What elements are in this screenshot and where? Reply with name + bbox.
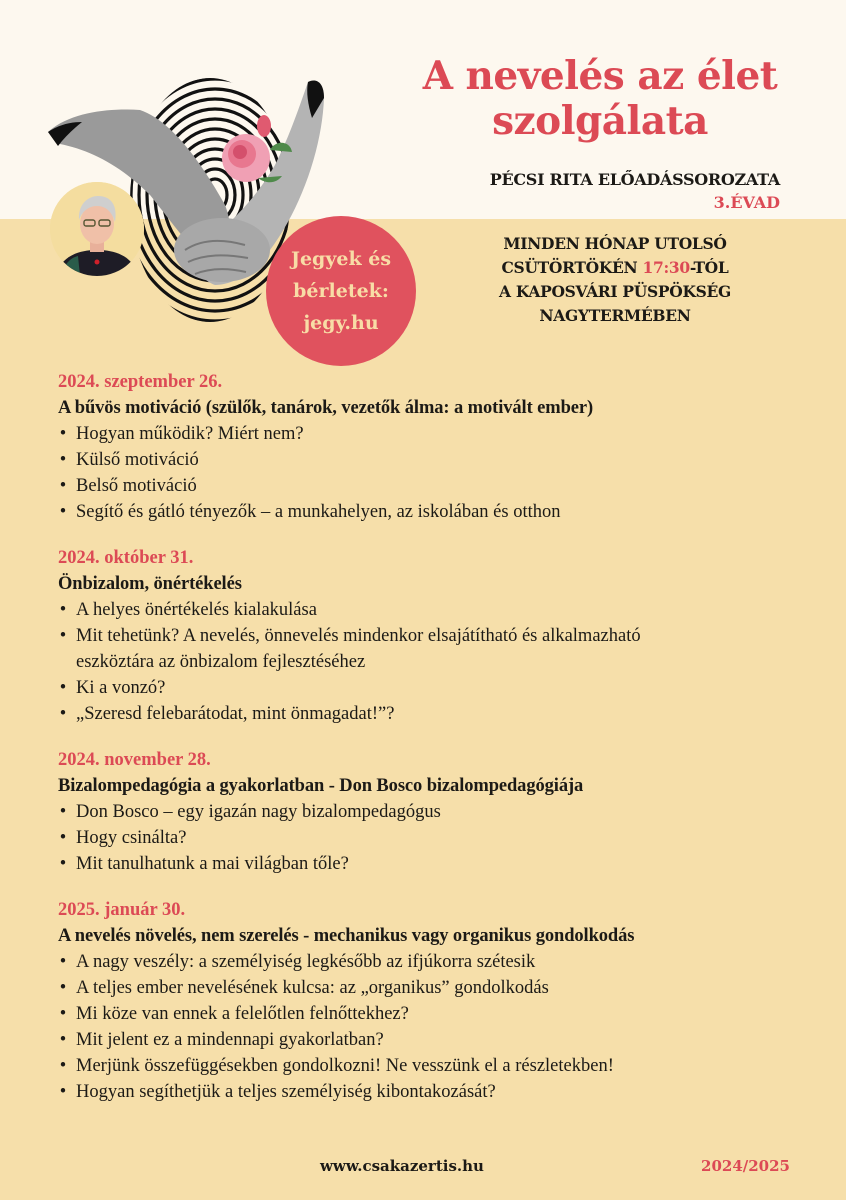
list-item [58,1001,798,1027]
bullet-icon: • [59,476,67,496]
list-item [58,825,798,851]
sessions-list [58,369,798,1125]
bullet-icon: • [59,704,67,724]
season-label: 3.ÉVAD [713,193,780,212]
session-topic: A nevelés növelés, nem szerelés - mechanikus vagy organikus gondolkodás [58,926,635,946]
website-link[interactable]: www.csakazertis.hu [320,1157,484,1175]
title-line-2: szolgálata [492,98,708,144]
schedule-line-3: A KAPOSVÁRI PÜSPÖKSÉG [499,282,731,301]
schedule-day: CSÜTÖRTÖKÉN [501,258,643,277]
list-item [58,473,798,499]
schedule-suffix: -TÓL [689,258,729,277]
speaker-portrait [50,182,144,276]
list-item [58,949,798,975]
bullet-icon: • [59,952,67,972]
point-text: Don Bosco – egy igazán nagy bizalompedagógus [76,802,441,822]
bullet-icon: • [59,802,67,822]
bullet-icon: • [59,600,67,620]
series-subtitle: PÉCSI RITA ELŐADÁSSOROZATA [489,170,780,189]
point-text: Segítő és gátló tényezők – a munkahelyen, az iskolában és otthon [76,502,561,522]
bullet-icon: • [59,626,67,646]
bullet-icon: • [59,1056,67,1076]
point-text: Mi köze van ennek a felelőtlen felnőttekhez? [76,1004,409,1024]
session-topic: A bűvös motiváció (szülők, tanárok, vezetők álma: a motivált ember) [58,398,594,418]
bullet-icon: • [59,854,67,874]
point-text: „Szeresd felebarátodat, mint önmagadat!”? [76,704,395,724]
session-points [58,799,798,877]
session-2 [58,545,798,727]
session-points [58,597,798,727]
list-item [58,1053,798,1079]
schedule-time: 17:30 [642,258,690,277]
speaker-photo [50,182,144,276]
point-text: Hogy csinálta? [76,828,187,848]
bullet-icon: • [59,678,67,698]
tickets-link[interactable]: jegy.hu [303,312,379,334]
session-date: 2024. november 28. [58,750,211,770]
point-text: Hogyan segíthetjük a teljes személyiség kibontakozását? [76,1082,496,1102]
point-text: A teljes ember nevelésének kulcsa: az „organikus” gondolkodás [76,978,549,998]
point-text: Belső motiváció [76,476,197,496]
session-1 [58,369,798,525]
page-title [395,54,805,144]
session-date: 2025. január 30. [58,900,186,920]
clasped-hands [174,218,270,282]
list-item [58,447,798,473]
session-date: 2024. október 31. [58,548,194,568]
session-points [58,949,798,1105]
list-item [58,675,798,701]
bullet-icon: • [59,978,67,998]
point-text: Merjünk összefüggésekben gondolkozni! Ne vesszünk el a részletekben! [76,1056,614,1076]
tickets-badge[interactable] [266,216,416,366]
schedule-line-2 [435,256,795,280]
bullet-icon: • [59,1004,67,1024]
list-item [58,975,798,1001]
list-item [58,623,798,675]
list-item [58,1079,798,1105]
bullet-icon: • [59,502,67,522]
session-points [58,421,798,525]
list-item [58,1027,798,1053]
title-line-1: A nevelés az élet [422,53,778,99]
list-item [58,597,798,623]
bullet-icon: • [59,1030,67,1050]
schedule-info [435,232,795,328]
tickets-line-2: bérletek: [293,280,389,302]
season-years: 2024/2025 [701,1157,790,1175]
session-4 [58,897,798,1105]
bullet-icon: • [59,828,67,848]
list-item [58,799,798,825]
bullet-icon: • [59,450,67,470]
session-topic: Önbizalom, önértékelés [58,574,242,594]
point-text: A nagy veszély: a személyiség legkésőbb az ifjúkorra szétesik [76,952,536,972]
bullet-icon: • [59,424,67,444]
list-item [58,851,798,877]
point-text: Mit tehetünk? A nevelés, önnevelés mindenkor elsajátítható és alkalmazható eszköztára az önbizalom fejlesztéséhez [76,626,641,672]
point-text: Hogyan működik? Miért nem? [76,424,304,444]
schedule-line-4: NAGYTERMÉBEN [539,306,691,325]
list-item [58,499,798,525]
session-3 [58,747,798,877]
session-topic: Bizalompedagógia a gyakorlatban - Don Bosco bizalompedagógiája [58,776,584,796]
point-text: Külső motiváció [76,450,199,470]
point-text: A helyes önértékelés kialakulása [76,600,317,620]
tickets-line-1: Jegyek és [290,248,392,270]
point-text: Mit tanulhatunk a mai világban tőle? [76,854,349,874]
schedule-line-1: MINDEN HÓNAP UTOLSÓ [503,234,727,253]
session-date: 2024. szeptember 26. [58,372,223,392]
point-text: Ki a vonzó? [76,678,166,698]
bullet-icon: • [59,1082,67,1102]
point-text: Mit jelent ez a mindennapi gyakorlatban? [76,1030,384,1050]
list-item [58,421,798,447]
list-item [58,701,798,727]
